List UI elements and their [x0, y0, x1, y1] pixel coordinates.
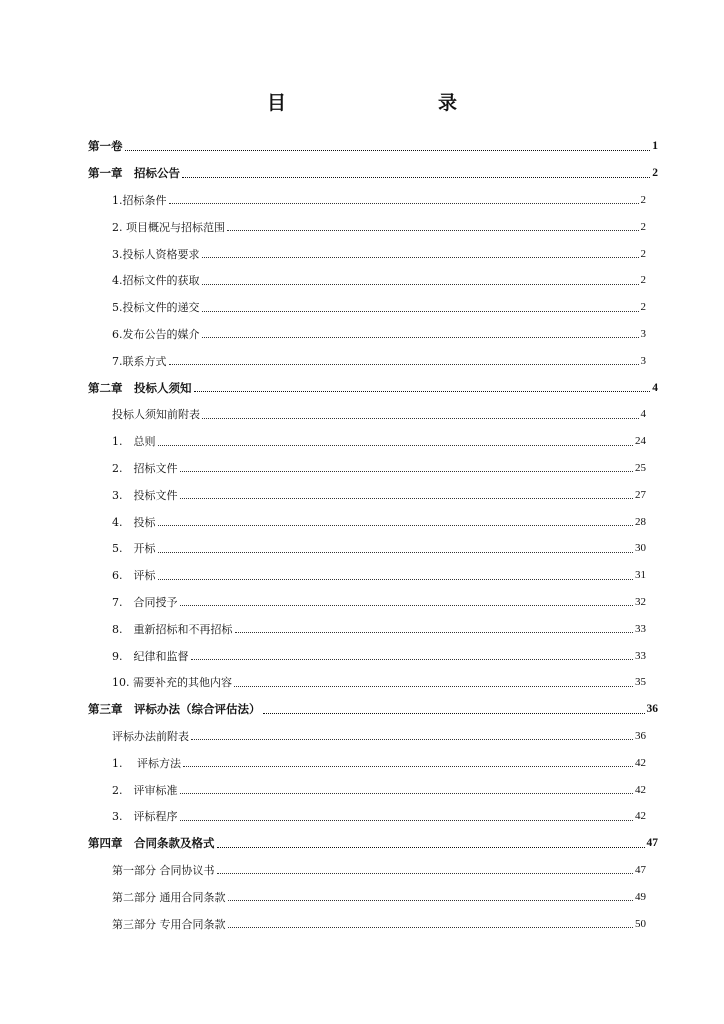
toc-dot-leader — [191, 649, 634, 660]
toc-page-number: 31 — [635, 569, 646, 582]
toc-page-number: 27 — [635, 488, 646, 501]
table-of-contents — [88, 133, 658, 937]
toc-entry-label: 投标人须知前附表 — [112, 408, 200, 422]
toc-page-number: 47 — [646, 837, 658, 850]
toc-dot-leader — [202, 274, 639, 285]
toc-entry-label: 4.招标文件的获取 — [112, 274, 200, 288]
toc-section-entry[interactable] — [88, 401, 658, 428]
toc-page-number: 24 — [635, 435, 646, 448]
toc-dot-leader — [180, 810, 634, 821]
toc-entry-label: 5. 开标 — [112, 542, 156, 556]
toc-entry-label: 3.投标人资格要求 — [112, 247, 200, 261]
toc-section-entry[interactable] — [88, 723, 658, 750]
toc-page-number: 42 — [635, 810, 646, 823]
toc-entry-label: 9. 纪律和监督 — [112, 649, 189, 663]
toc-dot-leader — [263, 703, 645, 714]
toc-dot-leader — [169, 193, 639, 204]
toc-dot-leader — [228, 890, 634, 901]
toc-page-number: 33 — [635, 649, 646, 662]
toc-dot-leader — [202, 327, 639, 338]
toc-entry-label: 4. 投标 — [112, 515, 156, 529]
toc-section-entry[interactable] — [88, 883, 658, 910]
toc-entry-label: 6. 评标 — [112, 569, 156, 583]
toc-page-number: 28 — [635, 515, 646, 528]
toc-dot-leader — [182, 167, 650, 178]
toc-section-entry[interactable] — [88, 213, 658, 240]
toc-page-number: 2 — [640, 274, 646, 287]
toc-section-entry[interactable] — [88, 803, 658, 830]
toc-dot-leader — [217, 837, 645, 848]
toc-section-entry[interactable] — [88, 428, 658, 455]
toc-section-entry[interactable] — [88, 347, 658, 374]
toc-entry-label: 7.联系方式 — [112, 354, 167, 368]
toc-page-number: 25 — [635, 461, 646, 474]
toc-dot-leader — [191, 729, 633, 740]
toc-page-number: 2 — [640, 220, 646, 233]
toc-entry-label: 1. 总则 — [112, 435, 156, 449]
toc-dot-leader — [180, 488, 634, 499]
page-title: 目 录 — [266, 92, 495, 114]
toc-entry-label: 3. 投标文件 — [112, 488, 178, 502]
toc-entry-label: 第三章 评标办法（综合评估法） — [88, 702, 261, 717]
toc-dot-leader — [169, 354, 639, 365]
toc-dot-leader — [183, 756, 633, 767]
toc-chapter-entry[interactable] — [88, 374, 658, 401]
toc-page-number: 4 — [640, 408, 646, 421]
toc-dot-leader — [158, 515, 634, 526]
toc-entry-label: 第一卷 — [88, 139, 123, 154]
toc-dot-leader — [158, 542, 634, 553]
toc-entry-label: 第一部分 合同协议书 — [112, 863, 215, 877]
toc-entry-label: 7. 合同授予 — [112, 595, 178, 609]
toc-section-entry[interactable] — [88, 615, 658, 642]
toc-section-entry[interactable] — [88, 294, 658, 321]
toc-dot-leader — [180, 783, 634, 794]
toc-section-entry[interactable] — [88, 669, 658, 696]
toc-dot-leader — [180, 461, 634, 472]
toc-dot-leader — [158, 569, 634, 580]
toc-entry-label: 第四章 合同条款及格式 — [88, 836, 215, 851]
toc-entry-label: 第二章 投标人须知 — [88, 380, 192, 395]
toc-section-entry[interactable] — [88, 508, 658, 535]
toc-page-number: 36 — [635, 729, 646, 742]
toc-section-entry[interactable] — [88, 910, 658, 937]
toc-page-number: 36 — [646, 703, 658, 716]
toc-page-number: 2 — [640, 193, 646, 206]
toc-entry-label: 8. 重新招标和不再招标 — [112, 622, 233, 636]
toc-dot-leader — [125, 140, 651, 151]
toc-section-entry[interactable] — [88, 642, 658, 669]
toc-page-number: 33 — [635, 622, 646, 635]
toc-page-number: 2 — [640, 247, 646, 260]
toc-dot-leader — [202, 301, 639, 312]
toc-entry-label: 1.招标条件 — [112, 193, 167, 207]
toc-dot-leader — [194, 381, 651, 392]
toc-entry-label: 2. 招标文件 — [112, 461, 178, 475]
toc-page-number: 47 — [635, 863, 646, 876]
toc-dot-leader — [217, 863, 634, 874]
toc-page-number: 50 — [635, 917, 646, 930]
toc-entry-label: 评标办法前附表 — [112, 729, 189, 743]
toc-section-entry[interactable] — [88, 776, 658, 803]
toc-page-number: 32 — [635, 595, 646, 608]
toc-dot-leader — [227, 220, 639, 231]
toc-section-entry[interactable] — [88, 240, 658, 267]
toc-dot-leader — [202, 247, 639, 258]
toc-section-entry[interactable] — [88, 535, 658, 562]
toc-page-number: 2 — [640, 301, 646, 314]
toc-page-number: 2 — [652, 167, 658, 180]
toc-entry-label: 6.发布公告的媒介 — [112, 327, 200, 341]
toc-page-number: 4 — [652, 381, 658, 394]
toc-dot-leader — [202, 408, 639, 419]
toc-chapter-entry[interactable] — [88, 133, 658, 160]
toc-page-number: 49 — [635, 890, 646, 903]
toc-section-entry[interactable] — [88, 267, 658, 294]
toc-entry-label: 1. 评标方法 — [112, 756, 181, 770]
toc-entry-label: 第二部分 通用合同条款 — [112, 890, 226, 904]
toc-entry-label: 2. 项目概况与招标范围 — [112, 220, 225, 234]
toc-page-number: 30 — [635, 542, 646, 555]
toc-entry-label: 第三部分 专用合同条款 — [112, 917, 226, 931]
toc-dot-leader — [158, 435, 634, 446]
toc-page-number: 42 — [635, 783, 646, 796]
toc-entry-label: 第一章 招标公告 — [88, 166, 180, 181]
toc-chapter-entry[interactable] — [88, 696, 658, 723]
toc-entry-label: 3. 评标程序 — [112, 810, 178, 824]
toc-chapter-entry[interactable] — [88, 830, 658, 857]
toc-page-number: 3 — [640, 354, 646, 367]
toc-dot-leader — [234, 676, 633, 687]
toc-dot-leader — [228, 917, 634, 928]
toc-dot-leader — [180, 595, 634, 606]
toc-page-number: 42 — [635, 756, 646, 769]
toc-section-entry[interactable] — [88, 481, 658, 508]
toc-section-entry[interactable] — [88, 589, 658, 616]
toc-section-entry[interactable] — [88, 749, 658, 776]
toc-page-number: 3 — [640, 327, 646, 340]
toc-entry-label: 10. 需要补充的其他内容 — [112, 676, 232, 690]
toc-section-entry[interactable] — [88, 321, 658, 348]
toc-section-entry[interactable] — [88, 187, 658, 214]
toc-entry-label: 2. 评审标准 — [112, 783, 178, 797]
toc-chapter-entry[interactable] — [88, 160, 658, 187]
toc-entry-label: 5.投标文件的递交 — [112, 301, 200, 315]
toc-page-number: 35 — [635, 676, 646, 689]
toc-section-entry[interactable] — [88, 857, 658, 884]
toc-section-entry[interactable] — [88, 455, 658, 482]
toc-section-entry[interactable] — [88, 562, 658, 589]
toc-dot-leader — [235, 622, 634, 633]
toc-page-number: 1 — [652, 140, 658, 153]
